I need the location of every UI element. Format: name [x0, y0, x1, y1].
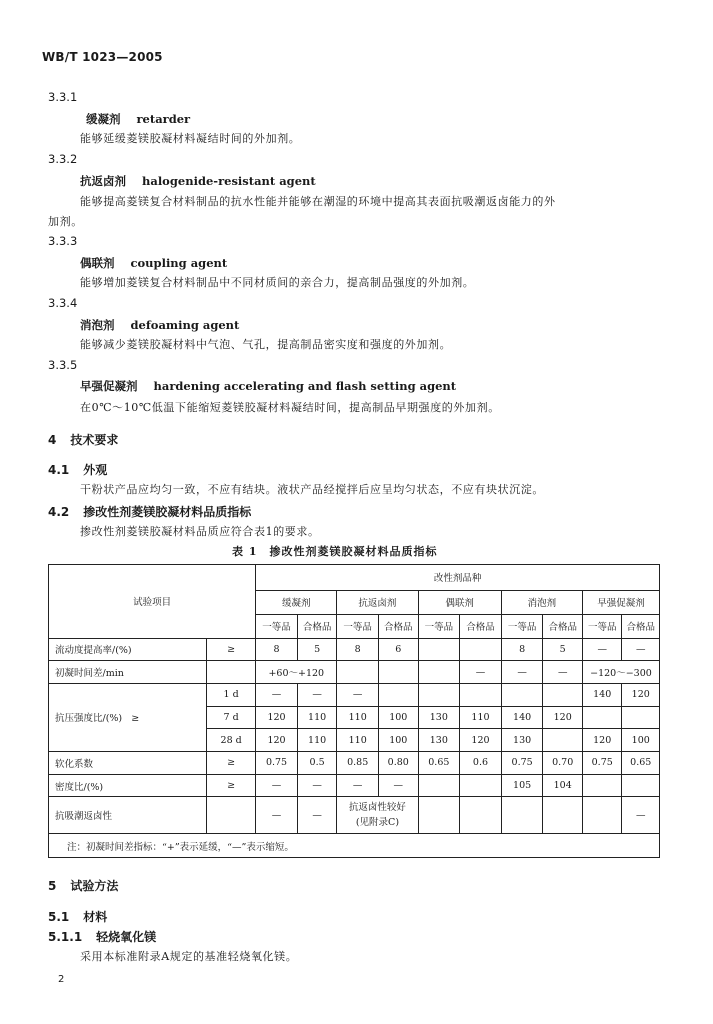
grade-cell: 一等品	[256, 614, 298, 638]
table-cell: —	[256, 774, 298, 797]
subsection-title: 掺改性剂菱镁胶凝材料品质指标	[83, 505, 252, 519]
page-number: 2	[58, 974, 65, 985]
table-cell: —	[622, 638, 660, 661]
type-anti-halogen: 抗返卤剂	[337, 590, 418, 614]
term-number: 3.3.5	[48, 358, 78, 372]
table-cell: 0.85	[337, 752, 379, 775]
subsection-heading	[48, 928, 156, 945]
term-cn: 偶联剂	[80, 256, 115, 270]
table-cell: —	[622, 797, 660, 834]
row-operator: ≥	[131, 713, 140, 725]
term-definition: 能够提高菱镁复合材料制品的抗水性能并能够在潮湿的环境中提高其表面抗吸潮返卤能力的外	[80, 195, 556, 208]
term-en: coupling agent	[130, 256, 228, 270]
grade-cell: 合格品	[543, 614, 583, 638]
table-cell	[337, 661, 379, 684]
table-cell	[543, 729, 583, 752]
age-label: 1 d	[207, 683, 256, 706]
term-number: 3.3.2	[48, 152, 78, 166]
row-label	[49, 683, 207, 751]
table-cell: 120	[460, 729, 502, 752]
term-title	[80, 317, 239, 333]
table-cell: 5	[297, 638, 337, 661]
subsection-title: 材料	[83, 910, 108, 924]
quality-index-table	[48, 564, 660, 858]
table-cell: 100	[622, 729, 660, 752]
table-cell	[460, 797, 502, 834]
table-cell: 120	[256, 729, 298, 752]
grade-cell: 一等品	[337, 614, 379, 638]
cell-line: 抗返卤性较好	[348, 802, 406, 814]
term-definition: 在0℃～10℃低温下能缩短菱镁胶凝材料凝结时间，提高制品早期强度的外加剂。	[80, 401, 500, 414]
term-title	[80, 173, 316, 189]
grade-cell: 合格品	[297, 614, 337, 638]
grade-cell: 合格品	[622, 614, 660, 638]
table-cell: 0.75	[501, 752, 543, 775]
grade-cell: 合格品	[379, 614, 419, 638]
table-cell: —	[297, 797, 337, 834]
table-cell	[460, 638, 502, 661]
subsection-heading	[48, 503, 251, 520]
table-cell: —	[297, 774, 337, 797]
paragraph: 干粉状产品应均匀一致，不应有结块。液状产品经搅拌后应呈均匀状态，不应有块状沉淀。	[80, 483, 544, 496]
grade-cell: 合格品	[460, 614, 502, 638]
header-modifier-type: 改性剂品种	[256, 565, 660, 591]
term-number: 3.3.1	[48, 90, 78, 104]
type-coupling: 偶联剂	[418, 590, 501, 614]
document-header: WB/T 1023—2005	[42, 50, 163, 64]
age-label: 28 d	[207, 729, 256, 752]
table-cell: —	[297, 683, 337, 706]
subsection-title: 轻烧氧化镁	[96, 930, 157, 944]
table-cell	[418, 774, 460, 797]
subsection-heading	[48, 461, 107, 478]
section-title: 技术要求	[70, 433, 119, 447]
term-cn: 抗返卤剂	[80, 174, 126, 188]
type-hardening: 早强促凝剂	[582, 590, 659, 614]
subsection-number: 4.2	[48, 505, 70, 519]
grade-cell: 一等品	[418, 614, 460, 638]
paragraph: 掺改性剂菱镁胶凝材料品质应符合表1的要求。	[80, 525, 320, 538]
grade-cell: 一等品	[582, 614, 622, 638]
term-definition: 能够延缓菱镁胶凝材料凝结时间的外加剂。	[80, 132, 301, 145]
table-cell: 100	[379, 706, 419, 729]
table-cell: —	[460, 661, 502, 684]
table-cell: 104	[543, 774, 583, 797]
table-cell	[418, 661, 460, 684]
subsection-title: 外观	[83, 463, 108, 477]
table-cell: 0.65	[418, 752, 460, 775]
table-cell: 130	[418, 706, 460, 729]
table-cell	[501, 797, 543, 834]
table-cell: —	[256, 797, 298, 834]
table-cell: —	[256, 683, 298, 706]
row-operator: ≥	[207, 638, 256, 661]
row-operator: ≥	[207, 774, 256, 797]
row-label: 软化系数	[49, 752, 207, 775]
table-cell: 0.6	[460, 752, 502, 775]
row-label-text: 抗压强度比/(%)	[55, 713, 123, 725]
table-cell: 0.80	[379, 752, 419, 775]
table-cell	[543, 797, 583, 834]
subsection-number: 5.1.1	[48, 930, 83, 944]
table-cell	[418, 638, 460, 661]
term-en: retarder	[136, 112, 191, 126]
table-cell	[582, 774, 622, 797]
term-definition: 能够增加菱镁复合材料制品中不同材质间的亲合力，提高制品强度的外加剂。	[80, 276, 475, 289]
subsection-number: 5.1	[48, 910, 70, 924]
term-title	[80, 378, 456, 394]
table-cell: 0.65	[622, 752, 660, 775]
grade-cell: 一等品	[501, 614, 543, 638]
table-cell	[379, 661, 419, 684]
paragraph: 采用本标准附录A规定的基准轻烧氧化镁。	[80, 950, 298, 963]
table-cell: 130	[418, 729, 460, 752]
table-cell: 0.75	[582, 752, 622, 775]
type-defoaming: 消泡剂	[501, 590, 582, 614]
term-cn: 缓凝剂	[86, 112, 121, 126]
table-cell: —	[501, 661, 543, 684]
table-cell: 110	[297, 706, 337, 729]
table-cell	[501, 683, 543, 706]
section-number: 5	[48, 879, 57, 893]
table-cell	[418, 797, 460, 834]
table-cell	[379, 683, 419, 706]
table-cell: 105	[501, 774, 543, 797]
section-title: 试验方法	[70, 879, 119, 893]
age-label: 7 d	[207, 706, 256, 729]
table-cell: —	[337, 683, 379, 706]
table-cell: —	[582, 638, 622, 661]
subsection-number: 4.1	[48, 463, 70, 477]
table-cell: 6	[379, 638, 419, 661]
term-definition: 能够减少菱镁胶凝材料中气泡、气孔，提高制品密实度和强度的外加剂。	[80, 338, 452, 351]
table-cell: 120	[582, 729, 622, 752]
table-cell: 0.75	[256, 752, 298, 775]
term-en: defoaming agent	[130, 318, 240, 332]
term-cn: 早强促凝剂	[80, 379, 138, 393]
table-cell: 120	[543, 706, 583, 729]
term-en: halogenide-resistant agent	[142, 174, 316, 188]
table-cell: —	[337, 774, 379, 797]
table-cell	[582, 797, 622, 834]
table-cell	[582, 706, 622, 729]
row-operator: ≥	[207, 752, 256, 775]
table-cell: 120	[256, 706, 298, 729]
table-cell: +60～+120	[256, 661, 337, 684]
table-cell: 5	[543, 638, 583, 661]
table-cell	[418, 683, 460, 706]
table-note: 注：初凝时间差指标：“+”表示延缓，“—”表示缩短。	[49, 834, 660, 858]
cell-line: (见附录C)	[355, 817, 400, 829]
subsection-heading	[48, 908, 107, 925]
term-number: 3.3.4	[48, 296, 78, 310]
table-cell: —	[379, 774, 419, 797]
table-cell	[543, 683, 583, 706]
section-heading	[48, 877, 118, 894]
term-title	[80, 255, 227, 271]
table-cell	[460, 774, 502, 797]
table-cell: −120～−300	[582, 661, 659, 684]
term-number: 3.3.3	[48, 234, 78, 248]
row-label: 抗吸潮返卤性	[49, 797, 207, 834]
section-heading	[48, 431, 118, 448]
table-cell: 100	[379, 729, 419, 752]
table-cell: 120	[622, 683, 660, 706]
table-cell: 110	[337, 729, 379, 752]
table-cell: 8	[337, 638, 379, 661]
term-en: hardening accelerating and flash setting agent	[153, 379, 457, 393]
table-cell	[622, 774, 660, 797]
table-cell: 110	[297, 729, 337, 752]
table-cell: 8	[501, 638, 543, 661]
row-operator	[207, 797, 256, 834]
term-cn: 消泡剂	[80, 318, 115, 332]
table-cell: 140	[501, 706, 543, 729]
table-cell: 0.5	[297, 752, 337, 775]
table-cell: 0.70	[543, 752, 583, 775]
table-caption: 表 1 掺改性剂菱镁胶凝材料品质指标	[232, 545, 438, 558]
table-cell: 110	[337, 706, 379, 729]
row-operator	[207, 661, 256, 684]
type-retarder: 缓凝剂	[256, 590, 337, 614]
table-cell: 140	[582, 683, 622, 706]
section-number: 4	[48, 433, 57, 447]
table-cell: 110	[460, 706, 502, 729]
table-cell	[337, 797, 418, 834]
table-cell	[622, 706, 660, 729]
table-cell	[460, 683, 502, 706]
term-title	[86, 111, 190, 127]
table-cell: 8	[256, 638, 298, 661]
row-label: 初凝时间差/min	[49, 661, 207, 684]
row-label: 密度比/(%)	[49, 774, 207, 797]
header-test-item: 试验项目	[49, 565, 256, 639]
table-cell: —	[543, 661, 583, 684]
table-cell: 130	[501, 729, 543, 752]
term-definition-cont: 加剂。	[48, 215, 83, 228]
row-label: 流动度提高率/(%)	[49, 638, 207, 661]
